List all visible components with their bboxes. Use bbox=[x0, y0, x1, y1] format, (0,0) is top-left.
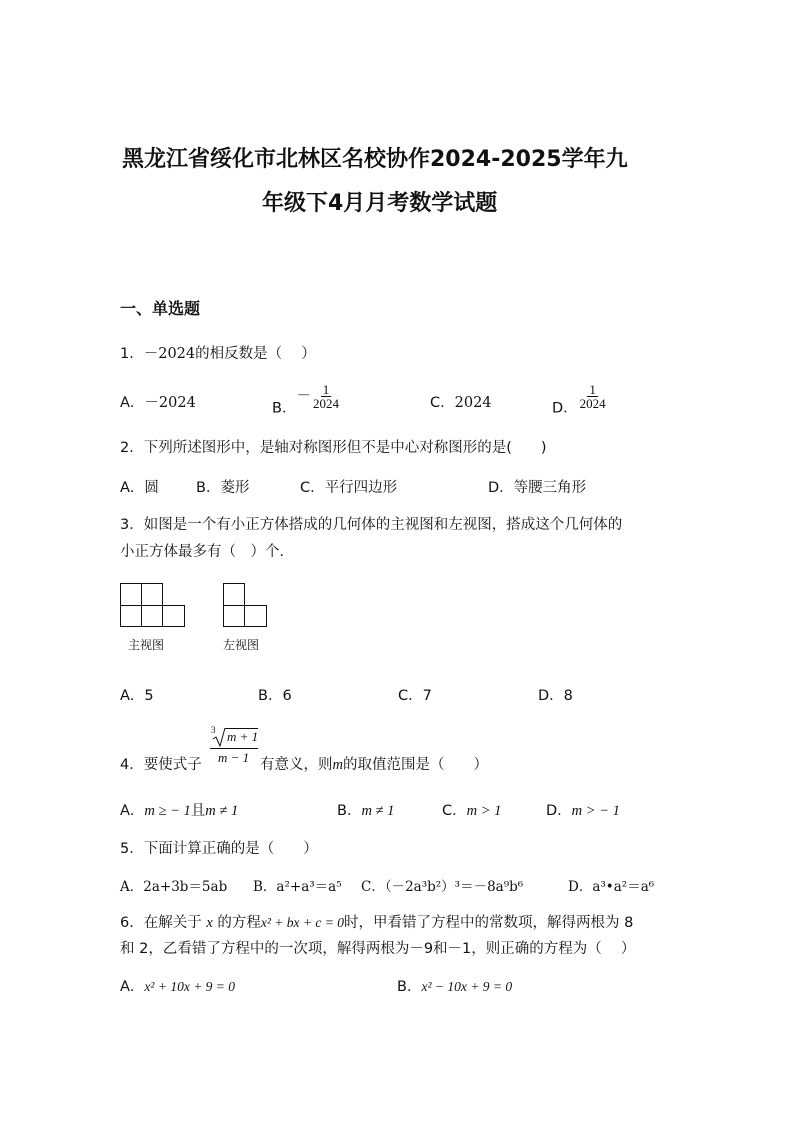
front-view-cell bbox=[141, 605, 163, 627]
q6-a-value: x² + 10x + 9 = 0 bbox=[144, 979, 236, 994]
q1-option-d bbox=[552, 383, 608, 418]
q1-b-label: B． bbox=[272, 400, 297, 417]
left-view-caption: 左视图 bbox=[223, 638, 260, 652]
q4-option-a bbox=[120, 799, 238, 820]
q4-d-label: D． bbox=[546, 803, 572, 819]
q1-b-numerator: 1 bbox=[322, 382, 330, 397]
question-6-line-1 bbox=[120, 911, 633, 932]
front-view-cell bbox=[120, 605, 142, 627]
q1-d-denominator: 2024 bbox=[579, 396, 606, 411]
q6-l1-mid: 的方程 bbox=[212, 915, 261, 931]
q1-number: －2024 bbox=[143, 346, 196, 362]
q4-root-index: 3 bbox=[211, 725, 216, 735]
q5-option-c: C．（－2a³b²）³＝－8a⁹b⁶ bbox=[361, 879, 524, 895]
left-view-cell bbox=[223, 605, 245, 627]
q1-prefix: 1． bbox=[120, 346, 144, 362]
q4-option-d bbox=[546, 799, 620, 820]
q1-a-value: －2024 bbox=[144, 395, 196, 411]
front-view-cell bbox=[141, 583, 163, 606]
question-5: 5．下面计算正确的是（ ） bbox=[120, 841, 318, 857]
q5-option-b: B．a²+a³＝a⁵ bbox=[253, 879, 342, 895]
q1-option-a bbox=[120, 391, 196, 412]
q3-option-d: D．8 bbox=[538, 688, 573, 704]
q6-option-a bbox=[120, 975, 235, 996]
q6-l1-var: x bbox=[206, 915, 213, 931]
q1-d-numerator: 1 bbox=[589, 382, 596, 397]
q6-option-b bbox=[397, 975, 512, 996]
q6-a-label: A． bbox=[120, 979, 145, 995]
q4-expression bbox=[208, 725, 260, 769]
q6-l1-post: 时，甲看错了方程中的常数项，解得两根为 8 bbox=[344, 915, 634, 931]
left-view-cell bbox=[244, 605, 267, 627]
question-3-line-2: 小正方体最多有（ ）个． bbox=[120, 544, 294, 560]
q2-option-d: D．等腰三角形 bbox=[488, 480, 587, 496]
q3-option-a: A．5 bbox=[120, 688, 154, 704]
question-2: 2．下列所述图形中，是轴对称图形但不是中心对称图形的是( ) bbox=[120, 440, 547, 456]
left-view-figure bbox=[223, 583, 267, 627]
q1-d-label: D． bbox=[552, 400, 578, 417]
q4-prefix: 4．要使式子 bbox=[120, 757, 202, 773]
q4-b-value: m ≠ 1 bbox=[361, 803, 395, 819]
q4-b-label: B． bbox=[337, 803, 362, 819]
q1-c-value: 2024 bbox=[454, 395, 492, 411]
q6-b-value: x² − 10x + 9 = 0 bbox=[421, 979, 513, 994]
title-line-1: 黑龙江省绥化市北林区名校协作2024-2025学年九 bbox=[122, 147, 628, 172]
q6-b-label: B． bbox=[397, 979, 422, 995]
q4-a-cond-1: m ≥ − 1 bbox=[144, 803, 191, 819]
q4-option-b bbox=[337, 799, 394, 820]
q4-radicand: m + 1 bbox=[227, 729, 259, 744]
title-line-2: 年级下4月月考数学试题 bbox=[262, 191, 498, 216]
q4-mid: 有意义，则 bbox=[260, 757, 333, 773]
q4-a-and: 且 bbox=[190, 803, 206, 819]
q5-option-a: A．2a+3b＝5ab bbox=[120, 879, 228, 895]
front-view-caption: 主视图 bbox=[128, 638, 165, 652]
q6-l1-pre: 6．在解关于 bbox=[120, 915, 207, 931]
q4-d-value: m > − 1 bbox=[571, 803, 620, 819]
q2-option-b: B．菱形 bbox=[196, 480, 250, 496]
q4-c-label: C． bbox=[442, 803, 467, 819]
q4-a-cond-2: m ≠ 1 bbox=[205, 803, 239, 819]
q4-fraction-bar bbox=[210, 748, 258, 749]
left-view-cell bbox=[223, 583, 245, 606]
q1-option-c bbox=[430, 391, 492, 412]
q2-option-a: A．圆 bbox=[120, 480, 159, 496]
q4-c-value: m > 1 bbox=[466, 803, 502, 819]
section-heading: 一、单选题 bbox=[120, 299, 201, 318]
front-view-figure bbox=[120, 583, 186, 627]
q4-option-c bbox=[442, 799, 501, 820]
q4-suffix: 的取值范围是（ ） bbox=[342, 757, 488, 773]
q2-option-c: C．平行四边形 bbox=[300, 480, 398, 496]
q3-option-b: B．6 bbox=[258, 688, 292, 704]
q1-option-b bbox=[272, 383, 341, 418]
q1-a-label: A． bbox=[120, 395, 145, 411]
q1-b-fraction bbox=[311, 383, 341, 410]
q4-denominator: m − 1 bbox=[218, 750, 250, 765]
q1-b-sign: － bbox=[296, 388, 311, 405]
q1-c-label: C． bbox=[430, 395, 455, 411]
q4-a-label: A． bbox=[120, 803, 145, 819]
q1-d-fraction bbox=[578, 383, 608, 410]
q4-rest bbox=[260, 753, 488, 774]
q1-b-denominator: 2024 bbox=[312, 396, 339, 411]
q4-var: m bbox=[332, 757, 343, 773]
q1-text: 的相反数是（ ） bbox=[195, 346, 316, 362]
radical-sign-icon bbox=[212, 727, 226, 747]
q6-l1-equation: x² + bx + c = 0 bbox=[260, 915, 344, 930]
question-3-line-1: 3．如图是一个有小正方体搭成的几何体的主视图和左视图，搭成这个几何体的 bbox=[120, 517, 623, 533]
front-view-cell bbox=[162, 605, 185, 627]
question-6-line-2: 和 2，乙看错了方程中的一次项，解得两根为－9和－1，则正确的方程为（ ） bbox=[120, 941, 636, 957]
front-view-cell bbox=[120, 583, 142, 606]
q3-option-c: C．7 bbox=[398, 688, 432, 704]
q5-option-d: D．a³•a²＝a⁶ bbox=[568, 879, 655, 895]
question-1 bbox=[120, 342, 316, 363]
